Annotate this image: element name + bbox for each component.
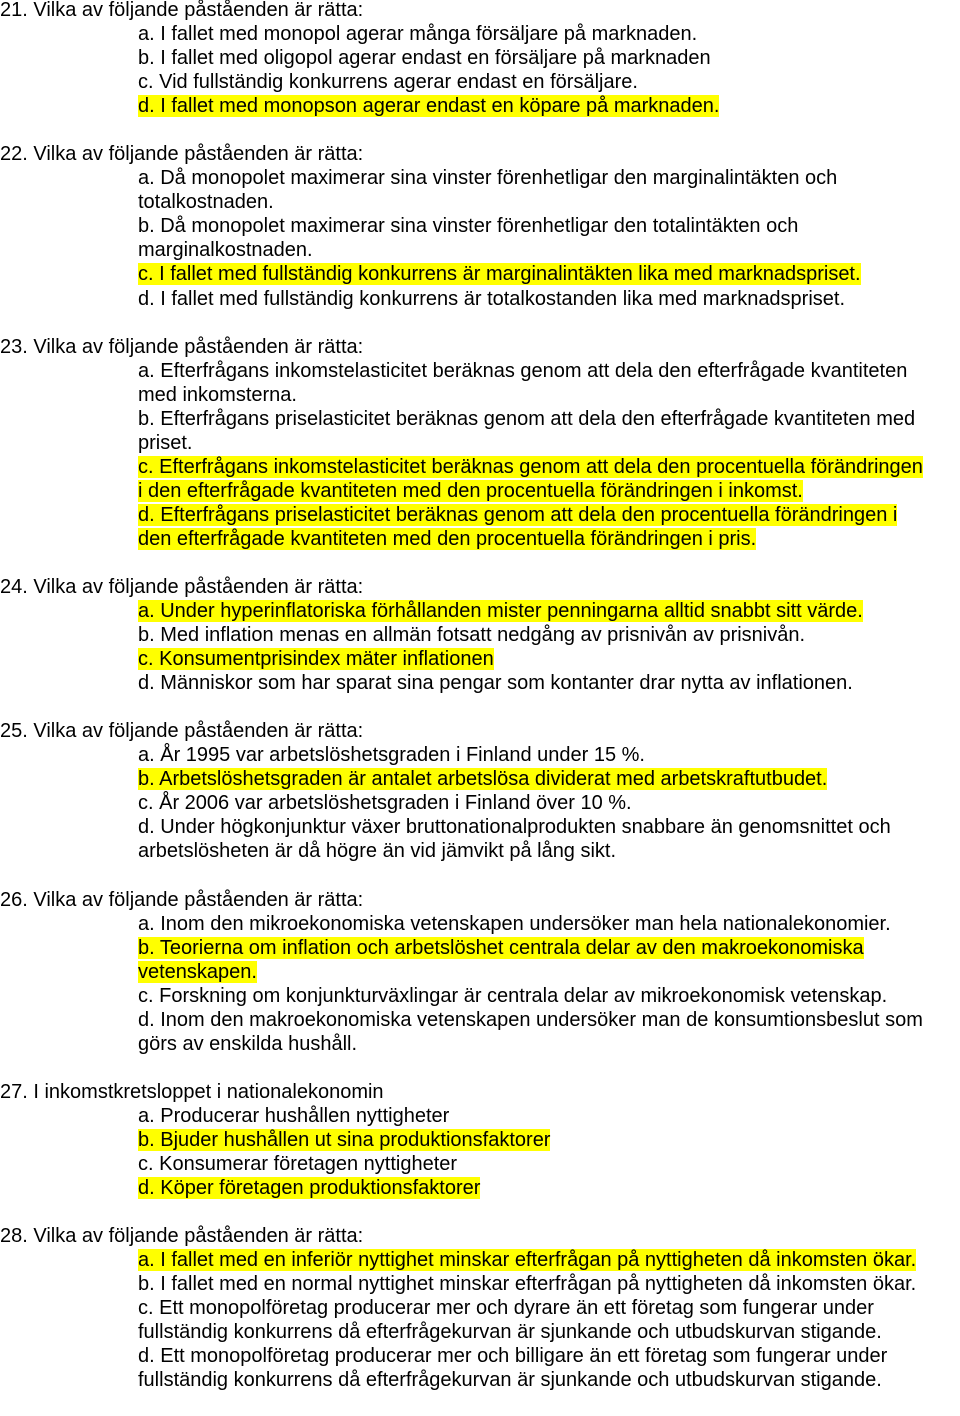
option-text: b. Med inflation menas en allmän fotsatt nedgång av prisnivån av prisnivån.	[138, 624, 806, 647]
answer-option	[0, 984, 960, 1008]
answer-option	[0, 912, 960, 936]
option-text: vetenskapen.	[138, 960, 257, 983]
option-text: d. I fallet med monopson agerar endast en köpare på marknaden.	[138, 95, 720, 118]
answer-option	[0, 743, 960, 767]
option-text: b. I fallet med en normal nyttighet minskar efterfrågan på nyttigheten då inkomsten ökar.	[138, 1273, 917, 1296]
question-title: 21. Vilka av följande påståenden är rätta:	[0, 0, 364, 21]
option-line	[0, 1320, 960, 1344]
option-line	[0, 1032, 960, 1056]
option-text: c. År 2006 var arbetslöshetsgraden i Finland över 10 %.	[138, 792, 632, 815]
option-text: c. Forskning om konjunkturväxlingar är centrala delar av mikroekonomisk vetenskap.	[138, 984, 888, 1007]
option-line	[0, 190, 960, 214]
option-text: arbetslösheten är då högre än vid jämvikt på lång sikt.	[138, 840, 617, 863]
option-line	[0, 767, 960, 791]
question-block	[0, 0, 960, 118]
option-line	[0, 743, 960, 767]
option-line	[0, 46, 960, 70]
answer-option-highlighted	[0, 503, 960, 551]
option-text: i den efterfrågade kvantiteten med den procentuella förändringen i inkomst.	[138, 479, 803, 502]
question-title: 26. Vilka av följande påståenden är rätta:	[0, 888, 364, 911]
answer-option-highlighted	[0, 767, 960, 791]
option-line	[0, 1104, 960, 1128]
option-text: d. Inom den makroekonomiska vetenskapen undersöker man de konsumtionsbeslut som	[138, 1008, 923, 1031]
question-title: 27. I inkomstkretsloppet i nationalekonomin	[0, 1080, 384, 1103]
answer-option	[0, 623, 960, 647]
option-line	[0, 214, 960, 238]
option-line	[0, 262, 960, 286]
option-text: d. Ett monopolföretag producerar mer och billigare än ett företag som fungerar under	[138, 1345, 888, 1368]
answer-option-highlighted	[0, 1128, 960, 1152]
question-block	[0, 888, 960, 1056]
option-line	[0, 1296, 960, 1320]
option-line	[0, 1272, 960, 1296]
option-line	[0, 166, 960, 190]
option-text: b. Efterfrågans priselasticitet beräknas genom att dela den efterfrågade kvantiteten med	[138, 407, 916, 430]
answer-option	[0, 166, 960, 214]
answer-option-highlighted	[0, 262, 960, 286]
answer-option-highlighted	[0, 647, 960, 671]
option-line	[0, 383, 960, 407]
question-block	[0, 1080, 960, 1200]
option-line	[0, 1344, 960, 1368]
question-title: 23. Vilka av följande påståenden är rätta:	[0, 335, 364, 358]
answer-option	[0, 1344, 960, 1392]
option-text: c. Konsumentprisindex mäter inflationen	[138, 648, 494, 671]
option-text: d. Under högkonjunktur växer bruttonationalprodukten snabbare än genomsnittet och	[138, 816, 891, 839]
question-block	[0, 1224, 960, 1392]
answer-option	[0, 214, 960, 262]
option-text: a. Då monopolet maximerar sina vinster förenhetligar den marginalintäkten och	[138, 167, 838, 190]
answer-option-highlighted	[0, 936, 960, 984]
option-text: a. I fallet med monopol agerar många försäljare på marknaden.	[138, 23, 698, 46]
option-text: c. Konsumerar företagen nyttigheter	[138, 1152, 458, 1175]
option-line	[0, 407, 960, 431]
question-title: 24. Vilka av följande påståenden är rätta:	[0, 575, 364, 598]
option-text: b. Arbetslöshetsgraden är antalet arbetslösa dividerat med arbetskraftutbudet.	[138, 768, 828, 791]
option-line	[0, 22, 960, 46]
option-text: fullständig konkurrens då efterfrågekurvan är sjunkande och utbudskurvan stigande.	[138, 1369, 882, 1392]
answer-option	[0, 359, 960, 407]
question-title: 25. Vilka av följande påståenden är rätta:	[0, 720, 364, 743]
option-line	[0, 70, 960, 94]
option-text: a. Producerar hushållen nyttigheter	[138, 1104, 450, 1127]
option-text: b. Teorierna om inflation och arbetslöshet centrala delar av den makroekonomiska	[138, 936, 864, 959]
option-line	[0, 455, 960, 479]
option-line	[0, 1128, 960, 1152]
option-line	[0, 287, 960, 311]
option-line	[0, 238, 960, 262]
answer-option	[0, 1272, 960, 1296]
option-text: marginalkostnaden.	[138, 239, 313, 262]
option-text: c. Ett monopolföretag producerar mer och dyrare än ett företag som fungerar under	[138, 1297, 874, 1320]
option-text: b. I fallet med oligopol agerar endast en försäljare på marknaden	[138, 47, 711, 70]
option-text: a. Efterfrågans inkomstelasticitet beräknas genom att dela den efterfrågade kvantiteten	[138, 359, 908, 382]
option-text: görs av enskilda hushåll.	[138, 1032, 358, 1055]
option-line	[0, 599, 960, 623]
answer-option	[0, 1008, 960, 1056]
option-line	[0, 1008, 960, 1032]
answer-option-highlighted	[0, 94, 960, 118]
answer-option-highlighted	[0, 1176, 960, 1200]
option-line	[0, 94, 960, 118]
question-block	[0, 719, 960, 863]
option-line	[0, 815, 960, 839]
question-title: 28. Vilka av följande påståenden är rätta:	[0, 1225, 364, 1248]
option-line	[0, 791, 960, 815]
option-text: a. Under hyperinflatoriska förhållanden mister penningarna alltid snabbt sitt värde.	[138, 600, 863, 623]
answer-option	[0, 1296, 960, 1344]
option-line	[0, 359, 960, 383]
option-line	[0, 1368, 960, 1392]
answer-option-highlighted	[0, 455, 960, 503]
answer-option-highlighted	[0, 599, 960, 623]
answer-option	[0, 1152, 960, 1176]
option-text: priset.	[138, 431, 193, 454]
option-text: a. År 1995 var arbetslöshetsgraden i Finland under 15 %.	[138, 744, 645, 767]
option-line	[0, 527, 960, 551]
question-title: 22. Vilka av följande påståenden är rätta:	[0, 143, 364, 166]
option-text: med inkomsterna.	[138, 383, 297, 406]
answer-option	[0, 407, 960, 455]
option-line	[0, 960, 960, 984]
option-line	[0, 1248, 960, 1272]
answer-option-highlighted	[0, 1248, 960, 1272]
question-block	[0, 575, 960, 695]
option-text: a. I fallet med en inferiör nyttighet minskar efterfrågan på nyttigheten då inkomsten ökar.	[138, 1249, 917, 1272]
option-text: b. Bjuder hushållen ut sina produktionsfaktorer	[138, 1128, 551, 1151]
answer-option	[0, 70, 960, 94]
option-line	[0, 839, 960, 863]
option-line	[0, 623, 960, 647]
answer-option	[0, 815, 960, 863]
answer-option	[0, 791, 960, 815]
question-block	[0, 335, 960, 551]
option-text: a. Inom den mikroekonomiska vetenskapen undersöker man hela nationalekonomier.	[138, 912, 891, 935]
option-line	[0, 912, 960, 936]
option-line	[0, 503, 960, 527]
question-block	[0, 142, 960, 310]
option-line	[0, 984, 960, 1008]
option-text: b. Då monopolet maximerar sina vinster förenhetligar den totalintäkten och	[138, 215, 799, 238]
option-text: d. Människor som har sparat sina pengar som kontanter drar nytta av inflationen.	[138, 672, 853, 695]
answer-option	[0, 671, 960, 695]
option-line	[0, 936, 960, 960]
option-text: c. Vid fullständig konkurrens agerar endast en försäljare.	[138, 71, 638, 94]
option-line	[0, 647, 960, 671]
option-line	[0, 1176, 960, 1200]
option-line	[0, 479, 960, 503]
option-line	[0, 671, 960, 695]
option-text: d. I fallet med fullständig konkurrens är totalkostanden lika med marknadspriset.	[138, 287, 846, 310]
option-text: d. Efterfrågans priselasticitet beräknas genom att dela den procentuella förändringen i	[138, 503, 898, 526]
option-text: den efterfrågade kvantiteten med den procentuella förändringen i pris.	[138, 527, 757, 550]
option-line	[0, 1152, 960, 1176]
answer-option	[0, 46, 960, 70]
option-text: totalkostnaden.	[138, 191, 274, 214]
answer-option	[0, 22, 960, 46]
option-text: d. Köper företagen produktionsfaktorer	[138, 1177, 481, 1200]
answer-option	[0, 287, 960, 311]
option-text: c. Efterfrågans inkomstelasticitet beräknas genom att dela den procentuella förändringen	[138, 455, 923, 478]
option-line	[0, 431, 960, 455]
option-text: fullständig konkurrens då efterfrågekurvan är sjunkande och utbudskurvan stigande.	[138, 1321, 882, 1344]
option-text: c. I fallet med fullständig konkurrens är marginalintäkten lika med marknadspriset.	[138, 263, 861, 286]
answer-option	[0, 1104, 960, 1128]
